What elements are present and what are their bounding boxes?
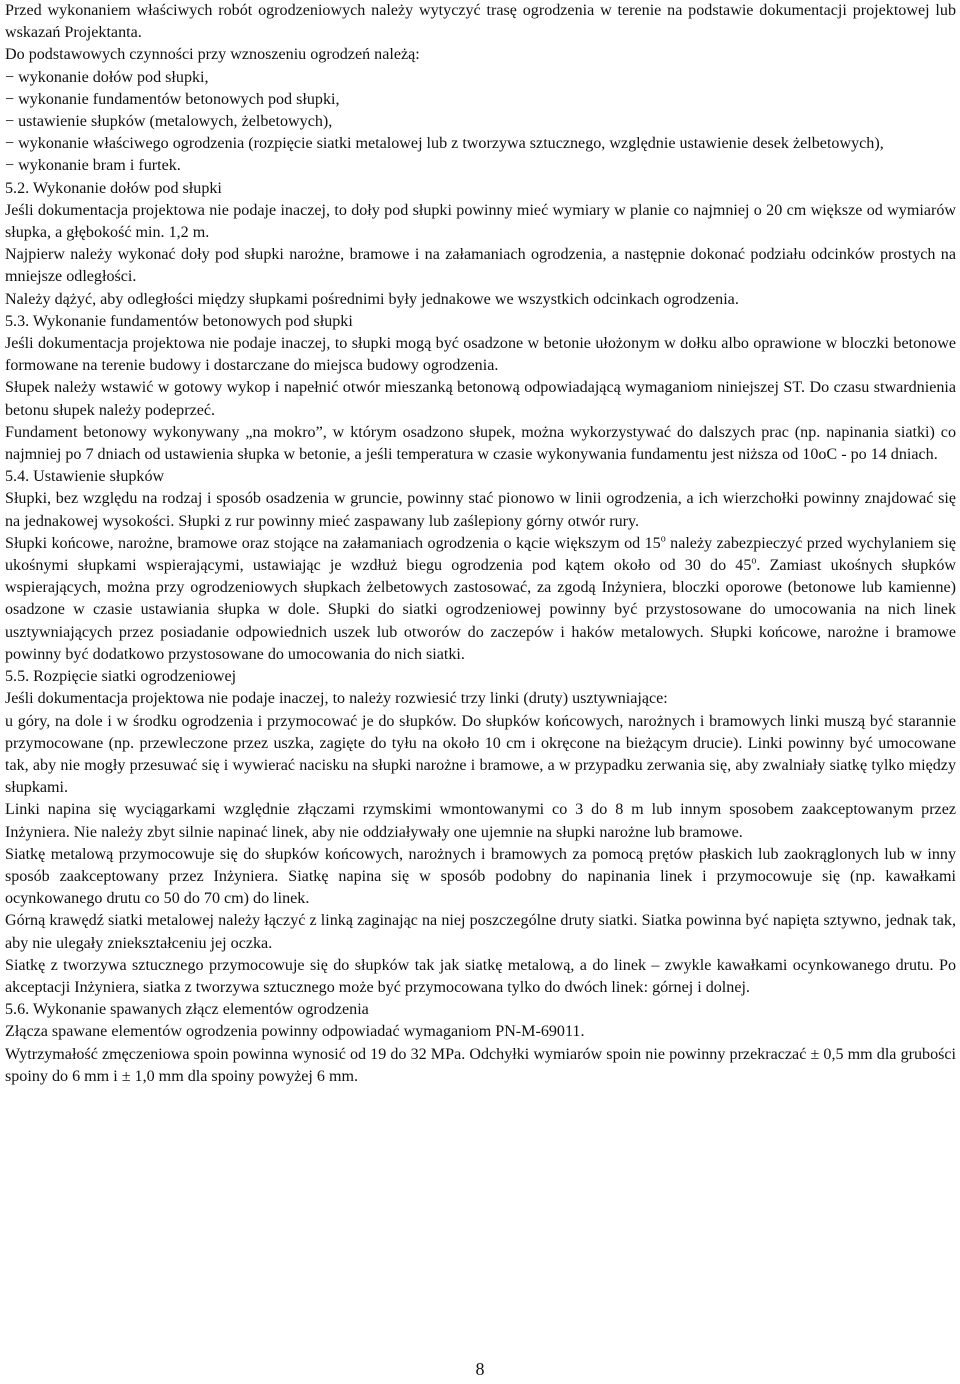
section-heading-5-6: 5.6. Wykonanie spawanych złącz elementów ogrodzenia	[5, 1001, 369, 1019]
intro-list-lead: Do podstawowych czynności przy wznoszeniu ogrodzeń należą:	[5, 46, 420, 64]
paragraph-part: należy zabezpieczyć przed wychylaniem się ukośnymi słupkami wspierającymi, ustawiając je wzdłuż biegu ogrodzenia pod kątem około od 30 do 45	[5, 534, 957, 575]
degree-superscript: o	[660, 533, 666, 545]
list-item: − wykonanie właściwego ogrodzenia (rozpięcie siatki metalowej lub z tworzywa sztucznego, względnie ustawienie desek żelbetowych),	[5, 133, 956, 155]
section-heading-5-4: 5.4. Ustawienie słupków	[5, 468, 165, 486]
list-item: − ustawienie słupków (metalowych, żelbetowych),	[5, 111, 956, 133]
paragraph: Linki napina się wyciągarkami względnie złączami rzymskimi wmontowanymi co 3 do 8 m lub innym sposobem zaakceptowanym przez Inżyniera. Nie należy zbyt silnie napinać linek, aby nie oddziaływały one ujemnie na słupki narożne lub bramowe.	[5, 801, 956, 841]
paragraph: Wytrzymałość zmęczeniowa spoin powinna wynosić od 19 do 32 MPa. Odchyłki wymiarów spoin nie powinny przekraczać ± 0,5 mm dla grubości spoiny do 6 mm i ± 1,0 mm dla spoiny powyżej 6 mm.	[5, 1045, 956, 1085]
paragraph	[5, 688, 956, 799]
list-item: − wykonanie dołów pod słupki,	[5, 67, 956, 89]
intro-paragraph: Przed wykonaniem właściwych robót ogrodzeniowych należy wytyczyć trasę ogrodzenia w terenie na podstawie dokumentacji projektowej lub wskazań Projektanta.	[5, 2, 956, 42]
document-page	[5, 0, 956, 1088]
section-heading-5-3: 5.3. Wykonanie fundamentów betonowych pod słupki	[5, 312, 353, 330]
paragraph: Najpierw należy wykonać doły pod słupki narożne, bramowe i na załamaniach ogrodzenia, a następnie dokonać podziału odcinków prostych na mniejsze odległości.	[5, 246, 956, 286]
activities-list	[5, 67, 956, 178]
paragraph: Złącza spawane elementów ogrodzenia powinny odpowiadać wymaganiom PN-M-69011.	[5, 1023, 585, 1041]
paragraph: Należy dążyć, aby odległości między słupkami pośrednimi były jednakowe we wszystkich odcinkach ogrodzenia.	[5, 290, 739, 308]
paragraph-part: Słupki końcowe, narożne, bramowe oraz stojące na załamaniach ogrodzenia o kącie większym od 15	[5, 534, 661, 552]
page-number: 8	[475, 1359, 485, 1379]
degree-superscript: o	[751, 555, 757, 567]
paragraph: Górną krawędź siatki metalowej należy łączyć z linką zaginając na niej poszczególne druty siatki. Siatka powinna być napięta sztywno, jednak tak, aby nie ulegały zniekształceniu jej oczka.	[5, 912, 956, 952]
paragraph: Fundament betonowy wykonywany „na mokro”, w którym osadzono słupek, można wykorzystywać do dalszych prac (np. napinania siatki) co najmniej po 7 dniach od ustawienia słupka w betonie, a jeśli temperatura w czasie wykonywania fundamentu jest niższa od 10oC - po 14 dniach.	[5, 423, 956, 464]
paragraph	[5, 533, 956, 666]
section-heading-5-5: 5.5. Rozpięcie siatki ogrodzeniowej	[5, 668, 237, 686]
paragraph: Siatkę metalową przymocowuje się do słupków końcowych, narożnych i bramowych za pomocą prętów płaskich lub zaokrąglonych lub w inny sposób zaakceptowany przez Inżyniera. Siatkę napina się w sposób podobny do napinania linek i przymocowuje się (np. kawałkami ocynkowanego drutu co 50 do 70 cm) do linek.	[5, 845, 956, 908]
section-heading-5-2: 5.2. Wykonanie dołów pod słupki	[5, 179, 222, 197]
paragraph: Słupki, bez względu na rodzaj i sposób osadzenia w gruncie, powinny stać pionowo w linii ogrodzenia, a ich wierzchołki powinny znajdować się na jednakowej wysokości. Słupki z rur powinny mieć zaspawany lub zaślepiony górny otwór rury.	[5, 490, 956, 530]
paragraph: Jeśli dokumentacja projektowa nie podaje inaczej, to słupki mogą być osadzone w betonie ułożonym w dołku albo oprawione w bloczki betonowe formowane na terenie budowy i dostarczane do miejsca budowy ogrodzenia.	[5, 335, 956, 375]
paragraph: Jeśli dokumentacja projektowa nie podaje inaczej, to doły pod słupki powinny mieć wymiary w planie co najmniej o 20 cm większe od wymiarów słupka, a głębokość min. 1,2 m.	[5, 201, 956, 242]
list-item: − wykonanie bram i furtek.	[5, 155, 956, 177]
paragraph: Słupek należy wstawić w gotowy wykop i napełnić otwór mieszanką betonową odpowiadającą wymaganiom niniejszej ST. Do czasu stwardnienia betonu słupek należy podeprzeć.	[5, 379, 956, 419]
paragraph-part: . Zamiast ukośnych słupków wspierających, można przy ogrodzeniowych słupkach żelbetowych zastosować, za zgodą Inżyniera, bloczki oporowe (betonowe lub kamienne) osadzone w czasie ustawiania słupka w dole. Słupki do siatki ogrodzeniowej powinny być przystosowane do umocowania na nich linek usztywniających przez posiadanie odpowiednich uszek lub otworów do zaczepów i haków metalowych. Słupki końcowe, narożne i bramowe powinny być dodatkowo przystosowane do umocowania do nich siatki.	[5, 557, 956, 663]
paragraph: Siatkę z tworzywa sztucznego przymocowuje się do słupków tak jak siatkę metalową, a do linek – zwykle kawałkami ocynkowanego drutu. Po akceptacji Inżyniera, siatka z tworzywa sztucznego może być przymocowana tylko do dwóch linek: górnej i dolnej.	[5, 956, 956, 996]
paragraph-lead-line: Jeśli dokumentacja projektowa nie podaje inaczej, to należy rozwiesić trzy linki (druty) usztywniające:	[5, 690, 668, 708]
list-item: − wykonanie fundamentów betonowych pod słupki,	[5, 89, 956, 111]
paragraph-part: u góry, na dole i w środku ogrodzenia i przymocować je do słupków. Do słupków końcowych, narożnych i bramowych linki muszą być starannie przymocowane (np. przewleczone przez uszka, zagięte do tyłu na około 10 cm i okręcone na bieżącym drucie). Linki powinny być umocowane tak, aby nie mogły przesuwać się i wywierać nacisku na słupki narożne i bramowe, a w przypadku zerwania się, aby zwalniały siatkę tylko między słupkami.	[5, 712, 956, 797]
